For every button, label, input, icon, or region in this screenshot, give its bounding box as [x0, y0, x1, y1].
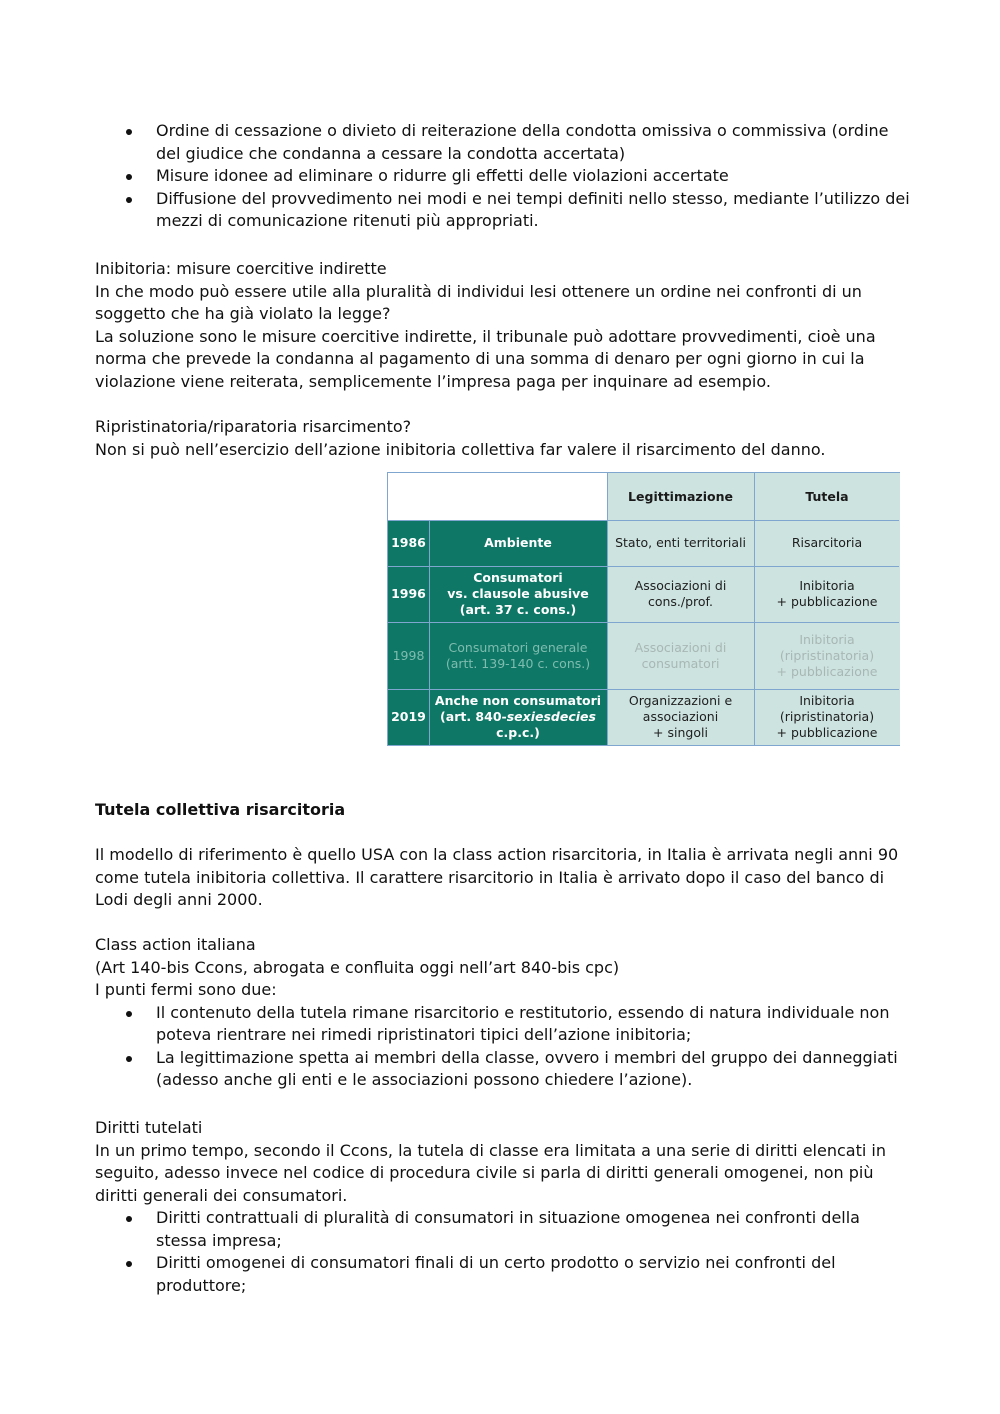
table-header-tutela: Tutela	[754, 473, 900, 520]
table-legittimazione-cell: Stato, enti territoriali	[607, 520, 754, 566]
table-subject-cell: Consumatori vs. clausole abusive (art. 37 c. cons.)	[429, 566, 607, 622]
table-year-cell: 1996	[388, 566, 429, 622]
list-item	[95, 165, 915, 188]
bullet-icon	[126, 174, 132, 180]
list-item-text: Misure idonee ad eliminare o ridurre gli effetti delle violazioni accertate	[156, 166, 729, 185]
table-year-cell: 2019	[388, 689, 429, 745]
ripristinatoria-title: Ripristinatoria/riparatoria risarcimento?	[95, 417, 412, 436]
bullet-icon	[126, 1216, 132, 1222]
table-year-cell: 1998	[388, 622, 429, 689]
inibitoria-section	[95, 258, 915, 393]
bullet-icon	[126, 1056, 132, 1062]
bullet-icon	[126, 129, 132, 135]
ripristinatoria-section	[95, 416, 915, 461]
table-legittimazione-cell: Organizzazioni e associazioni + singoli	[607, 689, 754, 745]
table-grid-line	[388, 622, 899, 623]
table-subject-cell: Anche non consumatori (art. 840-sexiesdecies c.p.c.)	[429, 689, 607, 745]
table-tutela-cell: Inibitoria (ripristinatoria) + pubblicazione	[754, 622, 900, 689]
table-grid-line	[388, 520, 899, 521]
diritti-bullets	[95, 1207, 915, 1297]
list-item	[95, 1047, 915, 1092]
list-item	[95, 1002, 915, 1047]
list-item-text: Diritti omogenei di consumatori finali di un certo prodotto o servizio nei confronti del produttore;	[156, 1253, 836, 1295]
table-header-legittimazione: Legittimazione	[607, 473, 754, 520]
table-grid-line	[429, 520, 430, 745]
table-tutela-cell: Inibitoria (ripristinatoria) + pubblicazione	[754, 689, 900, 745]
class-action-intro: I punti fermi sono due:	[95, 980, 277, 999]
table-grid-line	[607, 473, 608, 745]
table-header-empty	[388, 473, 607, 520]
list-item	[95, 1207, 915, 1252]
list-item	[95, 188, 915, 233]
inibitoria-answer: La soluzione sono le misure coercitive indirette, il tribunale può adottare provvedimenti, cioè una norma che prevede la condanna al pagamento di una somma di denaro per ogni giorno in cui la violazione viene reiterata, semplicemente l’impresa paga per inquinare ad esempio.	[95, 326, 876, 391]
list-item-text: Il contenuto della tutela rimane risarcitorio e restitutorio, essendo di natura individuale non poteva rientrare nei rimedi ripristinatori tipici dell’azione inibitoria;	[156, 1002, 890, 1044]
diritti-section	[95, 1117, 915, 1297]
section-heading: Tutela collettiva risarcitoria	[95, 800, 346, 819]
list-item	[95, 1252, 915, 1297]
inibitoria-question: In che modo può essere utile alla pluralità di individui lesi ottenere un ordine nei confronti di un soggetto che ha già violato la legge?	[95, 281, 862, 323]
table-subject-cell: Consumatori generale (artt. 139-140 c. cons.)	[429, 622, 607, 689]
top-bullet-list	[95, 120, 915, 233]
collettiva-paragraph: Il modello di riferimento è quello USA con la class action risarcitoria, in Italia è arrivata negli anni 90 come tutela inibitoria collettiva. Il carattere risarcitorio in Italia è arrivato dopo il caso del banco di Lodi degli anni 2000.	[95, 845, 899, 909]
class-action-bullets	[95, 1002, 915, 1092]
list-item	[95, 120, 915, 165]
table-tutela-cell: Inibitoria + pubblicazione	[754, 566, 900, 622]
class-action-section	[95, 934, 915, 1092]
collettiva-section	[95, 799, 915, 912]
class-action-title: Class action italiana	[95, 935, 256, 954]
inibitoria-title: Inibitoria: misure coercitive indirette	[95, 259, 387, 278]
azioni-collettive-table	[387, 472, 900, 746]
bullet-icon	[126, 1011, 132, 1017]
bullet-icon	[126, 1261, 132, 1267]
table-legittimazione-cell: Associazioni di cons./prof.	[607, 566, 754, 622]
table-grid-line	[388, 566, 899, 567]
table-grid-line	[754, 473, 755, 745]
list-item-text: Diritti contrattuali di pluralità di consumatori in situazione omogenea nei confronti della stessa impresa;	[156, 1208, 860, 1250]
bullet-icon	[126, 197, 132, 203]
ripristinatoria-text: Non si può nell’esercizio dell’azione inibitoria collettiva far valere il risarcimento del danno.	[95, 439, 826, 459]
table-tutela-cell: Risarcitoria	[754, 520, 900, 566]
table-legittimazione-cell: Associazioni di consumatori	[607, 622, 754, 689]
table-year-cell: 1986	[388, 520, 429, 566]
table-subject-cell: Ambiente	[429, 520, 607, 566]
table-grid-line	[388, 689, 899, 690]
diritti-title: Diritti tutelati	[95, 1118, 203, 1137]
list-item-text: Diffusione del provvedimento nei modi e nei tempi definiti nello stesso, mediante l’utilizzo dei mezzi di comunicazione ritenuti più appropriati.	[156, 188, 910, 230]
class-action-ref: (Art 140-bis Ccons, abrogata e confluita oggi nell’art 840-bis cpc)	[95, 957, 620, 977]
diritti-paragraph: In un primo tempo, secondo il Ccons, la tutela di classe era limitata a una serie di diritti elencati in seguito, adesso invece nel codice di procedura civile si parla di diritti generali omogenei, non più diritti generali dei consumatori.	[95, 1140, 886, 1205]
list-item-text: La legittimazione spetta ai membri della classe, ovvero i membri del gruppo dei danneggiati (adesso anche gli enti e le associazioni possono chiedere l’azione).	[156, 1047, 898, 1089]
list-item-text: Ordine di cessazione o divieto di reiterazione della condotta omissiva o commissiva (ordine del giudice che condanna a cessare la condotta accertata)	[156, 121, 889, 163]
